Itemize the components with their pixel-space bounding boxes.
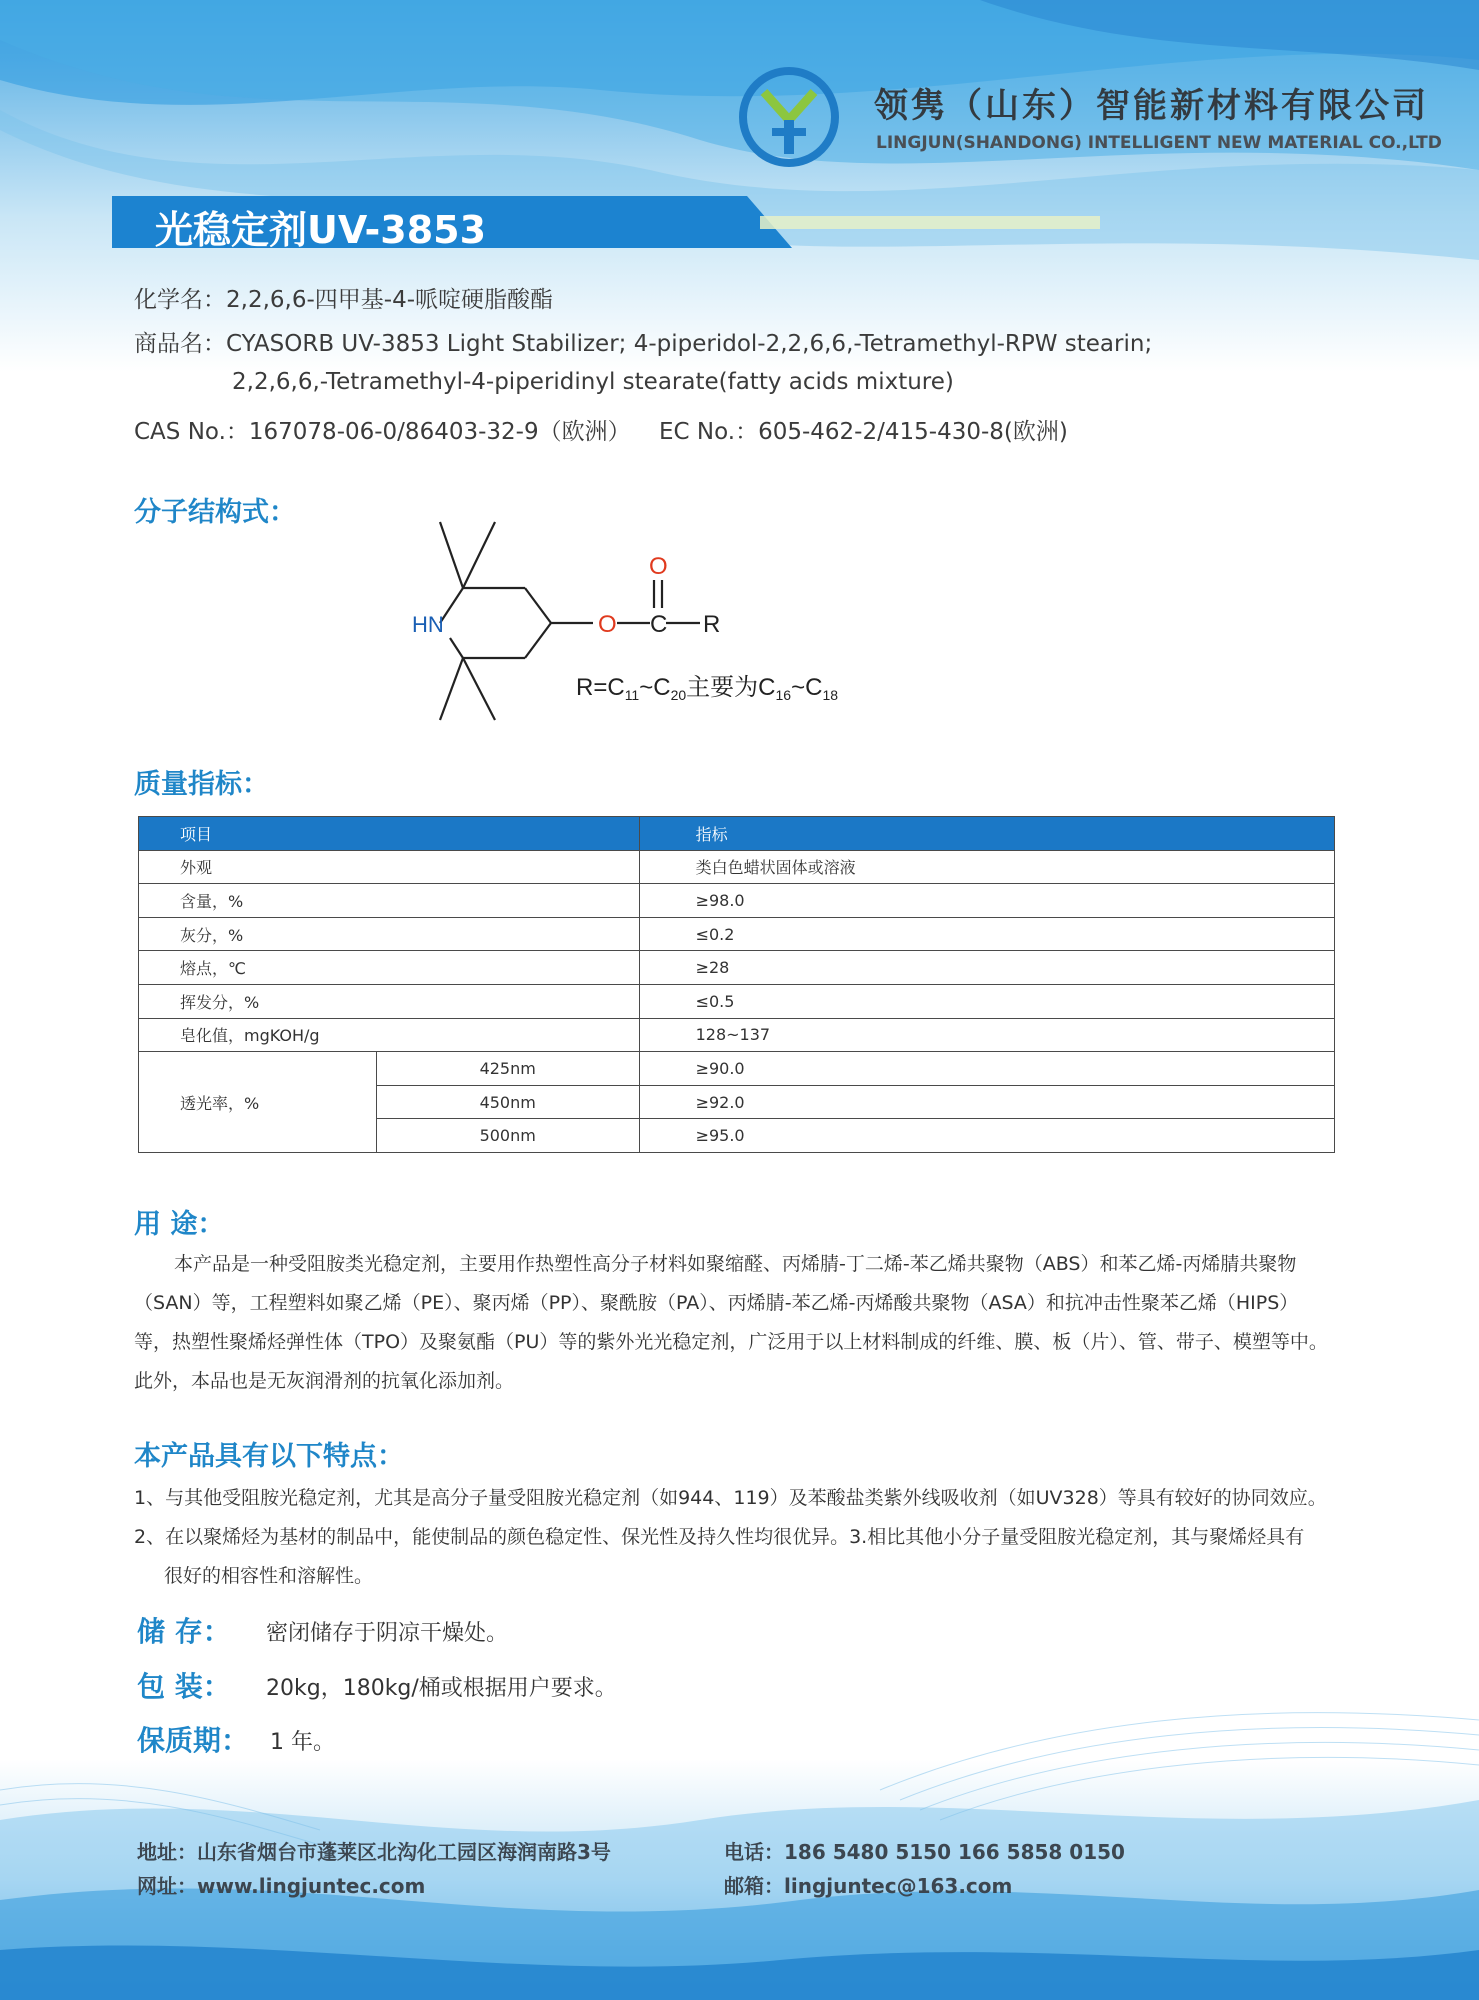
molecular-structure	[400, 508, 880, 728]
features-heading: 本产品具有以下特点：	[134, 1441, 404, 1472]
usage-line-2: （SAN）等，工程塑料如聚乙烯（PE）、聚丙烯（PP）、聚酰胺（PA）、丙烯腈-苯乙烯-丙烯酸共聚物（ASA）和抗冲击性聚苯乙烯（HIPS）	[134, 1292, 1299, 1314]
packing-value: 20kg，180kg/桶或根据用户要求。	[266, 1676, 617, 1701]
r-formula: $R=C_{11}\sim C_{20}$主要为$C_{16}\sim C_{18}$	[576, 674, 839, 703]
row-spec: ≥95.0	[639, 1119, 1334, 1153]
table-header-row	[139, 817, 1335, 851]
trade-name-line	[134, 325, 1152, 358]
table-row	[139, 850, 1335, 884]
row-spec: ≥98.0	[639, 884, 1334, 918]
wavelength: 500nm	[376, 1119, 639, 1153]
header-item: 项目	[139, 817, 640, 851]
quality-table	[138, 816, 1335, 1153]
carbon-label: C	[650, 611, 668, 638]
usage-line-3: 等，热塑性聚烯烃弹性体（TPO）及聚氨酯（PU）等的紫外光光稳定剂，广泛用于以上材料制成的纤维、膜、板（片）、管、带子、模塑等中。	[134, 1331, 1328, 1353]
company-logo	[734, 62, 844, 172]
row-item: 灰分，%	[139, 917, 640, 951]
feature-1: 1、与其他受阻胺光稳定剂，尤其是高分子量受阻胺光稳定剂（如944、119）及苯酸盐类紫外线吸收剂（如UV328）等具有较好的协同效应。	[134, 1487, 1327, 1509]
footer-website[interactable]: 网址：www.lingjuntec.com	[137, 1874, 426, 1898]
row-spec: ≤0.2	[639, 917, 1334, 951]
footer-email[interactable]: 邮箱：lingjuntec@163.com	[724, 1874, 1013, 1898]
transmittance-label: 透光率，%	[139, 1052, 377, 1153]
table-row	[139, 951, 1335, 985]
table-row	[139, 1052, 1335, 1086]
row-item: 挥发分，%	[139, 984, 640, 1018]
storage-value: 密闭储存于阴凉干燥处。	[266, 1621, 509, 1646]
quality-heading: 质量指标：	[134, 769, 269, 800]
row-item: 外观	[139, 850, 640, 884]
row-spec: ≥28	[639, 951, 1334, 985]
row-spec: ≥90.0	[639, 1052, 1334, 1086]
title-stripe	[760, 216, 1100, 229]
row-item: 含量，%	[139, 884, 640, 918]
row-spec: ≥92.0	[639, 1085, 1334, 1119]
structure-heading: 分子结构式：	[134, 497, 296, 528]
page-title: 光稳定剂UV-3853	[155, 208, 487, 252]
row-item: 熔点，℃	[139, 951, 640, 985]
table-row	[139, 1018, 1335, 1052]
company-name-en: LINGJUN(SHANDONG) INTELLIGENT NEW MATERIAL CO.,LTD	[876, 133, 1442, 153]
table-row	[139, 917, 1335, 951]
shelf-life-label: 保质期：	[137, 1724, 250, 1757]
trade-name-2: 2,2,6,6,-Tetramethyl-4-piperidinyl stearate(fatty acids mixture)	[232, 369, 954, 395]
r-label: R	[703, 611, 721, 638]
footer-address: 地址：山东省烟台市蓬莱区北沟化工园区海润南路3号	[137, 1840, 611, 1864]
storage-label: 储 存：	[137, 1615, 231, 1648]
chem-name-line	[134, 281, 553, 314]
row-spec: 128~137	[639, 1018, 1334, 1052]
usage-line-1: 本产品是一种受阻胺类光稳定剂，主要用作热塑性高分子材料如聚缩醛、丙烯腈-丁二烯-苯乙烯共聚物（ABS）和苯乙烯-丙烯腈共聚物	[174, 1253, 1297, 1275]
feature-2-cont: 很好的相容性和溶解性。	[164, 1565, 374, 1587]
row-item: 皂化值，mgKOH/g	[139, 1018, 640, 1052]
ester-oxygen: O	[598, 611, 617, 638]
company-name-cn: 领隽（山东）智能新材料有限公司	[874, 86, 1429, 126]
wavelength: 450nm	[376, 1085, 639, 1119]
wavelength: 425nm	[376, 1052, 639, 1086]
chem-name-label: 化学名：	[134, 287, 226, 313]
table-row	[139, 884, 1335, 918]
row-spec: 类白色蜡状固体或溶液	[639, 850, 1334, 884]
ec-number: EC No.：605-462-2/415-430-8(欧洲)	[659, 419, 1068, 445]
usage-heading: 用 途：	[134, 1209, 225, 1240]
packing-label: 包 装：	[137, 1670, 231, 1703]
footer-phone: 电话：186 5480 5150 166 5858 0150	[724, 1840, 1125, 1864]
chem-name: 2,2,6,6-四甲基-4-哌啶硬脂酸酯	[226, 287, 553, 313]
cas-number: CAS No.：167078-06-0/86403-32-9（欧洲）	[134, 419, 631, 445]
table-row	[139, 984, 1335, 1018]
trade-name-label: 商品名：	[134, 331, 226, 357]
header-spec: 指标	[639, 817, 1334, 851]
feature-2: 2、在以聚烯烃为基材的制品中，能使制品的颜色稳定性、保光性及持久性均很优异。3.相比其他小分子量受阻胺光稳定剂，其与聚烯烃具有	[134, 1526, 1305, 1548]
row-spec: ≤0.5	[639, 984, 1334, 1018]
carbonyl-oxygen: O	[649, 553, 668, 580]
trade-name-1: CYASORB UV-3853 Light Stabilizer; 4-piperidol-2,2,6,6,-Tetramethyl-RPW stearin;	[226, 331, 1153, 357]
usage-line-4: 此外，本品也是无灰润滑剂的抗氧化添加剂。	[134, 1370, 515, 1392]
nh-label: HN	[412, 612, 444, 637]
shelf-life-value: 1 年。	[270, 1730, 335, 1755]
